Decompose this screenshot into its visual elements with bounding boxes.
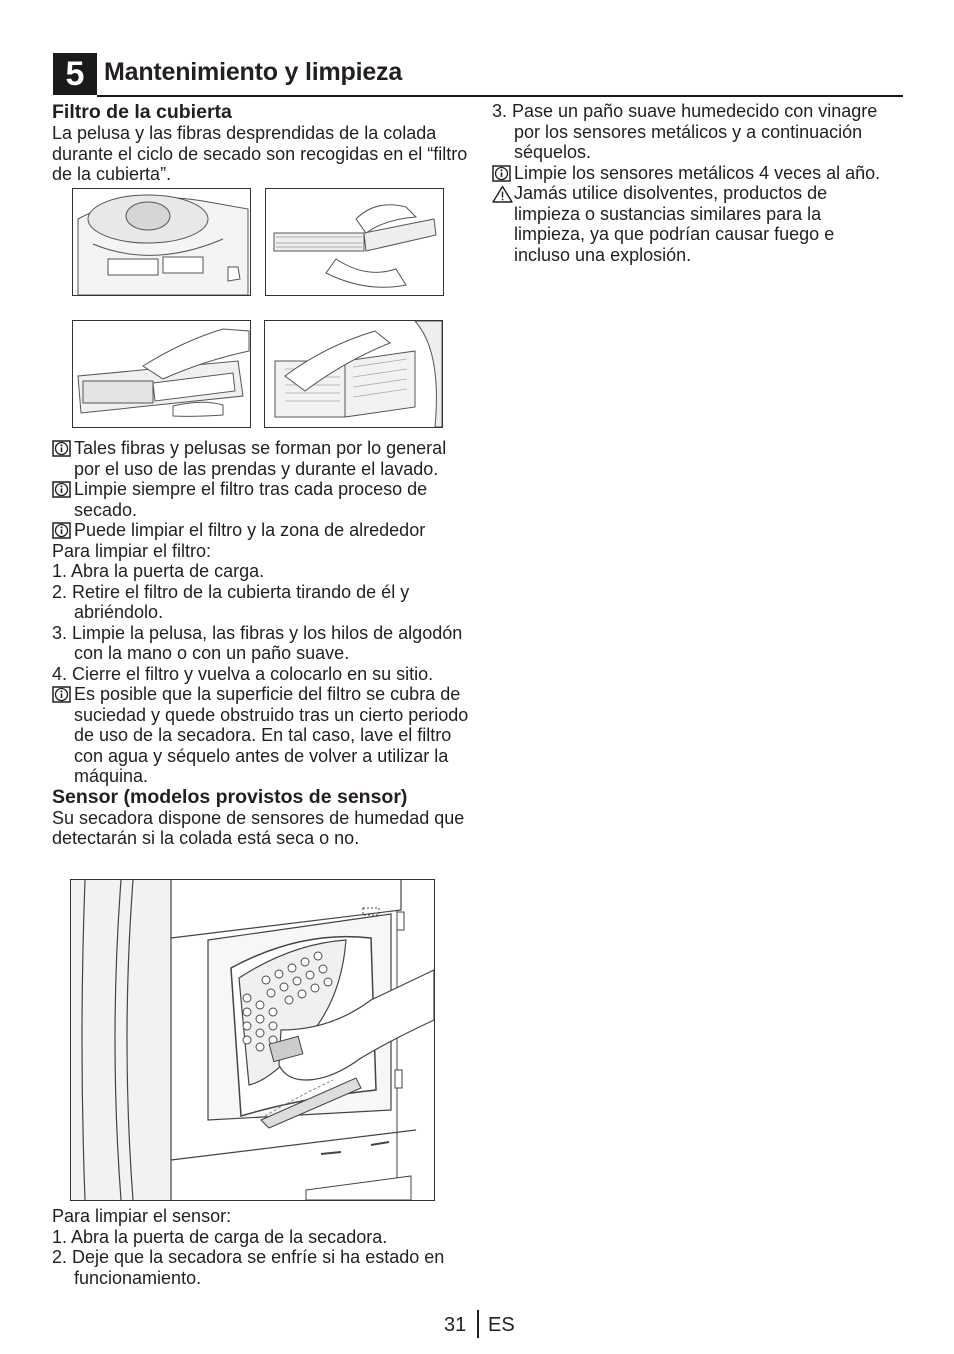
filter-step-4: 4. Cierre el filtro y vuelva a colocarlo en su sitio. <box>52 663 434 684</box>
info-icon <box>52 440 71 457</box>
sensor-step-1: 1. Abra la puerta de carga de la secadora. <box>52 1226 388 1247</box>
filter-title: Filtro de la cubierta <box>52 101 232 123</box>
footer-divider <box>477 1310 479 1338</box>
sensor-intro: Su secadora dispone de sensores de humedad que detectarán si la colada está seca o no. <box>52 807 465 848</box>
filter-step-2: 2. Retire el filtro de la cubierta tirando de él y abriéndolo. <box>52 581 410 622</box>
left-column-top <box>52 102 472 185</box>
filter-intro: La pelusa y las fibras desprendidas de la colada durante el ciclo de secado son recogidas en el “filtro de la cubierta”. <box>52 123 468 184</box>
note-clean-always: Limpie siempre el filtro tras cada proceso de secado. <box>52 479 472 520</box>
chapter-title: Mantenimiento y limpieza <box>104 58 403 86</box>
info-icon <box>52 522 71 539</box>
sensor-step-2: 2. Deje que la secadora se enfríe si ha estado en funcionamiento. <box>52 1247 445 1288</box>
filter-steps-intro: Para limpiar el filtro: <box>52 540 212 561</box>
sensor-steps-intro: Para limpiar el sensor: <box>52 1206 232 1226</box>
left-column-middle <box>52 438 472 849</box>
filter-figure-3 <box>72 320 251 428</box>
note-sensor-frequency: Limpie los sensores metálicos 4 veces al año. <box>492 163 882 184</box>
filter-figure-4 <box>264 320 443 428</box>
info-icon <box>52 686 71 703</box>
header-rule <box>97 95 903 97</box>
filter-step-1: 1. Abra la puerta de carga. <box>52 561 265 581</box>
right-column <box>492 101 882 265</box>
language-code: ES <box>488 1314 515 1336</box>
note-warning-solvents: Jamás utilice disolventes, productos de limpieza o sustancias similares para la limpieza, ya que podrían causar fuego e incluso una explosión. <box>492 183 882 265</box>
warning-icon <box>492 185 511 202</box>
info-icon <box>492 165 511 182</box>
sensor-title: Sensor (modelos provistos de sensor) <box>52 785 408 808</box>
note-fibers: Tales fibras y pelusas se forman por lo general por el uso de las prendas y durante el lavado. <box>52 438 472 479</box>
sensor-figure <box>70 879 435 1201</box>
filter-step-3: 3. Limpie la pelusa, las fibras y los hilos de algodón con la mano o con un paño suave. <box>52 622 463 663</box>
note-filter-dirty: Es posible que la superficie del filtro se cubra de suciedad y quede obstruido tras un cierto periodo de uso de la secadora. En tal caso, lave el filtro con agua y séquelo antes de volver a utilizar la máquina. <box>52 684 472 787</box>
info-icon <box>52 481 71 498</box>
filter-figure-2 <box>265 188 444 296</box>
page-number: 31 <box>444 1314 467 1336</box>
note-clean-area: Puede limpiar el filtro y la zona de alrededor <box>52 520 472 541</box>
filter-figure-1 <box>72 188 251 296</box>
sensor-step-3: 3. Pase un paño suave humedecido con vinagre por los sensores metálicos y a continuación séquelos. <box>492 101 878 162</box>
chapter-number: 5 <box>53 53 97 95</box>
left-column-bottom <box>52 1206 472 1288</box>
